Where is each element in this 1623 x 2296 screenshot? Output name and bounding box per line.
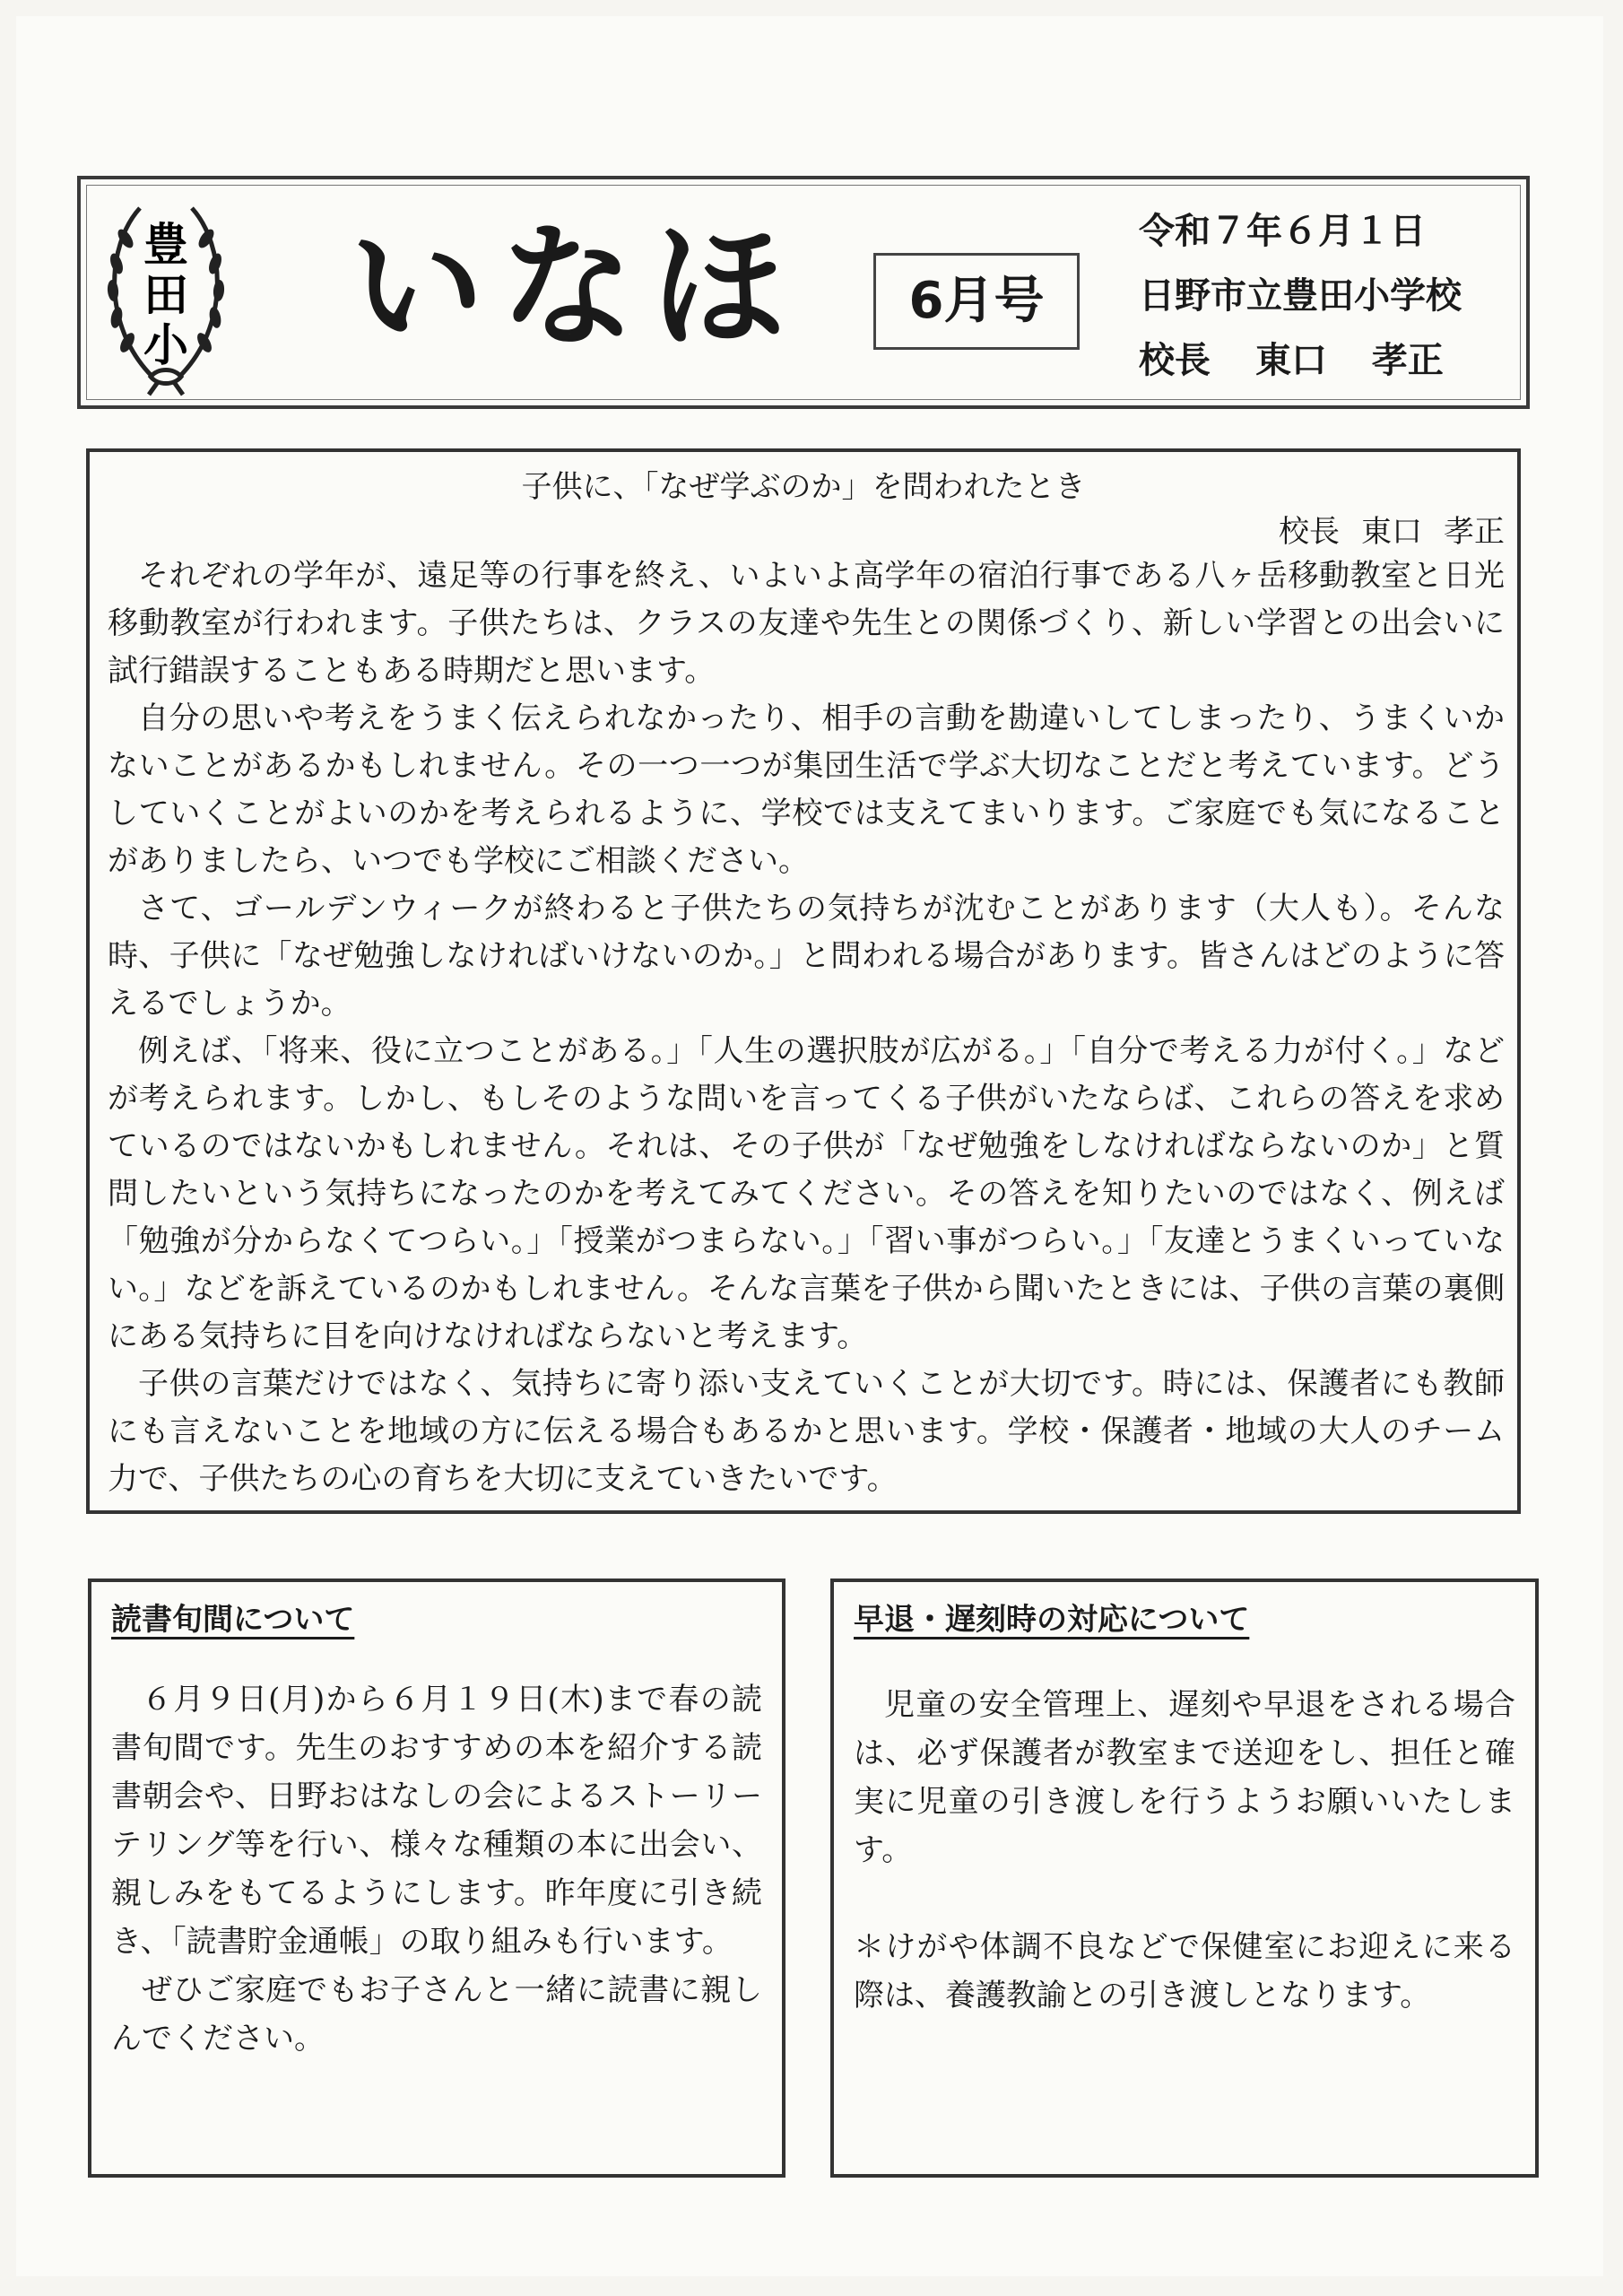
principal-surname: 東口 [1254,340,1327,381]
article-author [1257,509,1505,554]
emblem-char-2: 田 [143,269,188,321]
article-paragraph: 子供の言葉だけではなく、気持ちに寄り添い支えていくことが大切です。時には、保護者にも教師にも言えないことを地域の方に伝える場合もあるかと思います。学校・保護者・地域の大人のチーム力で、子供たちの心の育ちを大切に支えていきたいです。 [108,1366,1505,1497]
issue-date: 令和７年６月１日 [1139,211,1426,252]
school-name: 日野市立豊田小学校 [1139,275,1462,317]
principal-role: 校長 [1139,340,1211,381]
issue-label: 6月号 [873,253,1080,350]
article-paragraph: さて、ゴールデンウィークが終わると子供たちの気持ちが沈むことがあります（大人も）。そんな時、子供に「なぜ勉強しなければいけないのか。」と問われる場合があります。皆さんはどのように答えるでしょうか。 [108,891,1505,1022]
author-given: 孝正 [1444,514,1505,550]
article-paragraph: 例えば、「将来、役に立つことがある。」「人生の選択肢が広がる。」「自分で考える力が付く。」などが考えられます。しかし、もしそのような問いを言ってくる子供がいたならば、これらの答えを求めているのではないかもしれません。それは、その子供が「なぜ勉強をしなければならないのか」と質問したいという気持ちになったのかを考えてみてください。その答えを知りたいのではなく、例えば「勉強が分からなくてつらい。」「授業がつまらない。」「習い事がつらい。」「友達とうまくいっていない。」などを訴えているのかもしれません。そんな言葉を子供から聞いたときには、子供の言葉の裏側にある気持ちに目を向けなければならないと考えます。 [108,1033,1505,1354]
author-role: 校長 [1279,514,1340,550]
article-paragraph: 自分の思いや考えをうまく伝えられなかったり、相手の言動を勘違いしてしまったり、うまくいかないことがあるかもしれません。その一つ一つが集団生活で学ぶ大切なことだと考えています。どうしていくことがよいのかを考えられるように、学校では支えてまいります。ご家庭でも気になることがありましたら、いつでも学校にご相談ください。 [108,700,1505,879]
early-late-note: ＊けがや体調不良などで保健室にお迎えに来る際は、養護教諭との引き渡しとなります。 [854,1929,1515,2013]
article-body [108,552,1505,1503]
early-late-body [854,1681,1515,2020]
reading-week-notice [88,1578,785,2178]
reading-week-title: 読書旬間について [111,1602,355,1638]
author-surname: 東口 [1361,514,1422,550]
early-late-title: 早退・遅刻時の対応について [854,1602,1250,1638]
school-info [1139,199,1462,393]
article-paragraph: それぞれの学年が、遠足等の行事を終え、いよいよ高学年の宿泊行事である八ヶ岳移動教室と日光移動教室が行われます。子供たちは、クラスの友達や先生との関係づくり、新しい学習との出会いに試行錯誤することもある時期だと思います。 [108,558,1505,689]
principal-article [86,448,1521,1514]
principal-given: 孝正 [1371,340,1444,381]
emblem-char-1: 豊 [143,219,188,271]
newsletter-header [77,176,1530,409]
article-title: 子供に、「なぜ学ぶのか」を問われたとき [521,469,1086,505]
reading-week-body [111,1675,762,2063]
early-late-paragraph: 児童の安全管理上、遅刻や早退をされる場合は、必ず保護者が教室まで送迎をし、担任と確実に児童の引き渡しを行うようお願いいたします。 [854,1687,1515,1868]
reading-week-paragraph: ６月９日(月)から６月１９日(木)まで春の読書旬間です。先生のおすすめの本を紹介する読書朝会や、日野おはなしの会によるストーリーテリング等を行い、様々な種類の本に出会い、親しみをもてるようにします。昨年度に引き続き、「読書貯金通帳」の取り組みも行います。 [111,1682,762,1960]
reading-week-paragraph: ぜひご家庭でもお子さんと一緒に読書に親しんでください。 [111,1972,762,2057]
school-emblem-icon [99,192,233,396]
principal-line [1139,328,1462,393]
newsletter-title: いなほ [350,210,803,366]
early-late-notice [830,1578,1539,2178]
emblem-char-3: 小 [143,319,188,371]
